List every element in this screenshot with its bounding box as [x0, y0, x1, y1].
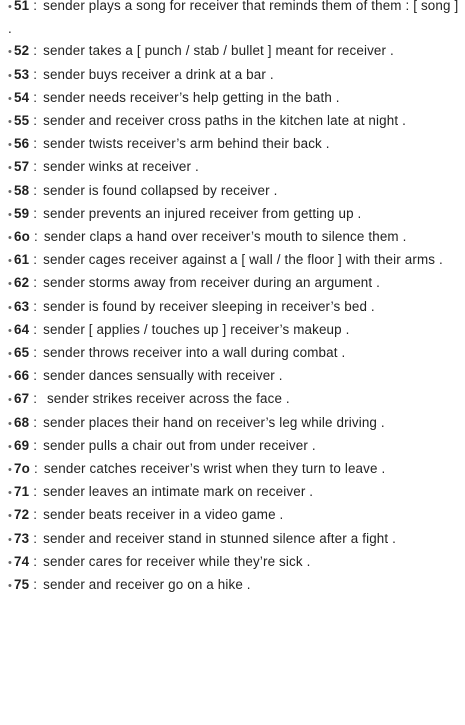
prompt-item: [8, 551, 459, 574]
bullet-icon: •: [8, 232, 13, 245]
bullet-icon: •: [8, 46, 13, 59]
prompt-item: [8, 574, 459, 597]
prompt-number: 65: [14, 345, 30, 361]
prompt-item: [8, 435, 459, 458]
prompt-number: 53: [14, 66, 30, 82]
prompt-text: sender buys receiver a drink at a bar .: [43, 66, 274, 82]
prompt-separator: :: [33, 298, 38, 314]
prompt-text: sender cares for receiver while they’re sick .: [43, 553, 311, 569]
prompt-separator: :: [33, 113, 38, 129]
prompt-separator: :: [33, 321, 38, 337]
prompt-text: sender cages receiver against a [ wall / the floor ] with their arms .: [43, 252, 443, 268]
bullet-icon: •: [8, 394, 13, 407]
bullet-icon: •: [8, 440, 13, 453]
prompt-number: 75: [14, 577, 30, 593]
prompt-item: [8, 412, 459, 435]
prompt-separator: :: [33, 461, 38, 477]
prompt-number: 71: [14, 484, 30, 500]
prompt-number: 67: [14, 391, 30, 407]
prompt-separator: :: [33, 530, 38, 546]
bullet-icon: •: [8, 417, 13, 430]
prompt-text: sender storms away from receiver during an argument .: [43, 275, 380, 291]
prompt-text: sender catches receiver’s wrist when they turn to leave .: [43, 461, 386, 477]
prompt-item: [8, 64, 459, 87]
prompt-item: [8, 504, 459, 527]
prompt-number: 55: [14, 113, 30, 129]
prompt-item: [8, 296, 459, 319]
prompt-text: sender places their hand on receiver’s leg while driving .: [43, 414, 385, 430]
bullet-icon: •: [8, 139, 13, 152]
prompt-number: 63: [14, 298, 30, 314]
prompt-text: sender leaves an intimate mark on receiver .: [43, 484, 314, 500]
prompt-separator: :: [33, 553, 38, 569]
prompt-number: 57: [14, 159, 30, 175]
prompt-item: [8, 365, 459, 388]
prompt-separator: :: [33, 437, 38, 453]
prompt-separator: :: [33, 252, 38, 268]
prompt-separator: :: [33, 43, 38, 59]
prompt-number: 51: [14, 0, 30, 13]
prompt-item: [8, 481, 459, 504]
prompt-item: [8, 388, 459, 411]
bullet-icon: •: [8, 301, 13, 314]
bullet-icon: •: [8, 185, 13, 198]
prompt-text: sender needs receiver’s help getting in the bath .: [43, 89, 340, 105]
prompt-number: 7o: [14, 461, 30, 477]
prompt-text: sender takes a [ punch / stab / bullet ] meant for receiver .: [43, 43, 394, 59]
prompt-text: sender beats receiver in a video game .: [43, 507, 284, 523]
prompt-text: sender strikes receiver across the face .: [43, 391, 290, 407]
prompt-text: sender dances sensually with receiver .: [43, 368, 283, 384]
prompt-item: [8, 319, 459, 342]
prompt-separator: :: [33, 368, 38, 384]
bullet-icon: •: [8, 69, 13, 82]
prompt-number: 72: [14, 507, 30, 523]
prompt-number: 73: [14, 530, 30, 546]
prompt-separator: :: [33, 275, 38, 291]
prompt-number: 56: [14, 136, 30, 152]
prompt-separator: :: [33, 345, 38, 361]
prompt-item: [8, 87, 459, 110]
prompt-number: 6o: [14, 229, 30, 245]
prompt-text: sender and receiver stand in stunned silence after a fight .: [43, 530, 396, 546]
prompt-separator: :: [33, 159, 38, 175]
prompt-text: sender throws receiver into a wall during combat .: [43, 345, 346, 361]
prompt-separator: :: [33, 507, 38, 523]
prompt-number: 62: [14, 275, 30, 291]
prompt-text: sender winks at receiver .: [43, 159, 199, 175]
bullet-icon: •: [8, 556, 13, 569]
prompt-text: sender plays a song for receiver that reminds them of them : [ song ] .: [8, 0, 459, 37]
prompt-number: 54: [14, 89, 30, 105]
bullet-icon: •: [8, 92, 13, 105]
prompt-item: [8, 180, 459, 203]
prompt-item: [8, 133, 459, 156]
prompt-separator: :: [33, 136, 38, 152]
bullet-icon: •: [8, 162, 13, 175]
bullet-icon: •: [8, 580, 13, 593]
prompt-text: sender is found by receiver sleeping in receiver’s bed .: [43, 298, 375, 314]
prompt-text: sender pulls a chair out from under receiver .: [43, 437, 316, 453]
prompt-number: 58: [14, 182, 30, 198]
prompt-item: [8, 0, 459, 40]
prompt-number: 68: [14, 414, 30, 430]
prompt-text: sender and receiver go on a hike .: [43, 577, 251, 593]
bullet-icon: •: [8, 278, 13, 291]
prompt-text: sender [ applies / touches up ] receiver’s makeup .: [43, 321, 350, 337]
prompt-separator: :: [33, 484, 38, 500]
prompt-separator: :: [33, 205, 38, 221]
prompt-item: [8, 40, 459, 63]
prompt-text: sender twists receiver’s arm behind their back .: [43, 136, 330, 152]
bullet-icon: •: [8, 208, 13, 221]
bullet-icon: •: [8, 255, 13, 268]
prompt-separator: :: [33, 229, 38, 245]
bullet-icon: •: [8, 348, 13, 361]
prompt-separator: :: [33, 89, 38, 105]
prompt-item: [8, 272, 459, 295]
prompt-number: 64: [14, 321, 30, 337]
bullet-icon: •: [8, 464, 13, 477]
prompt-separator: :: [33, 182, 38, 198]
prompt-item: [8, 458, 459, 481]
prompt-separator: :: [33, 66, 38, 82]
prompt-text: sender prevents an injured receiver from getting up .: [43, 205, 362, 221]
bullet-icon: •: [8, 487, 13, 500]
prompt-number: 59: [14, 205, 30, 221]
prompt-number: 66: [14, 368, 30, 384]
prompt-item: [8, 342, 459, 365]
prompt-separator: :: [33, 577, 38, 593]
prompt-item: [8, 528, 459, 551]
prompt-text: sender and receiver cross paths in the kitchen late at night .: [43, 113, 406, 129]
prompt-item: [8, 203, 459, 226]
prompt-number: 52: [14, 43, 30, 59]
prompt-number: 61: [14, 252, 30, 268]
bullet-icon: •: [8, 324, 13, 337]
prompt-text: sender claps a hand over receiver’s mouth to silence them .: [43, 229, 407, 245]
prompt-item: [8, 226, 459, 249]
prompt-item: [8, 249, 459, 272]
prompt-number: 69: [14, 437, 30, 453]
prompt-separator: :: [33, 414, 38, 430]
prompt-list: [8, 0, 459, 597]
bullet-icon: •: [8, 1, 13, 13]
prompt-separator: :: [33, 0, 38, 13]
bullet-icon: •: [8, 533, 13, 546]
prompt-item: [8, 156, 459, 179]
prompt-separator: :: [33, 391, 38, 407]
bullet-icon: •: [8, 371, 13, 384]
prompt-item: [8, 110, 459, 133]
bullet-icon: •: [8, 510, 13, 523]
prompt-text: sender is found collapsed by receiver .: [43, 182, 278, 198]
bullet-icon: •: [8, 116, 13, 129]
prompt-number: 74: [14, 553, 30, 569]
